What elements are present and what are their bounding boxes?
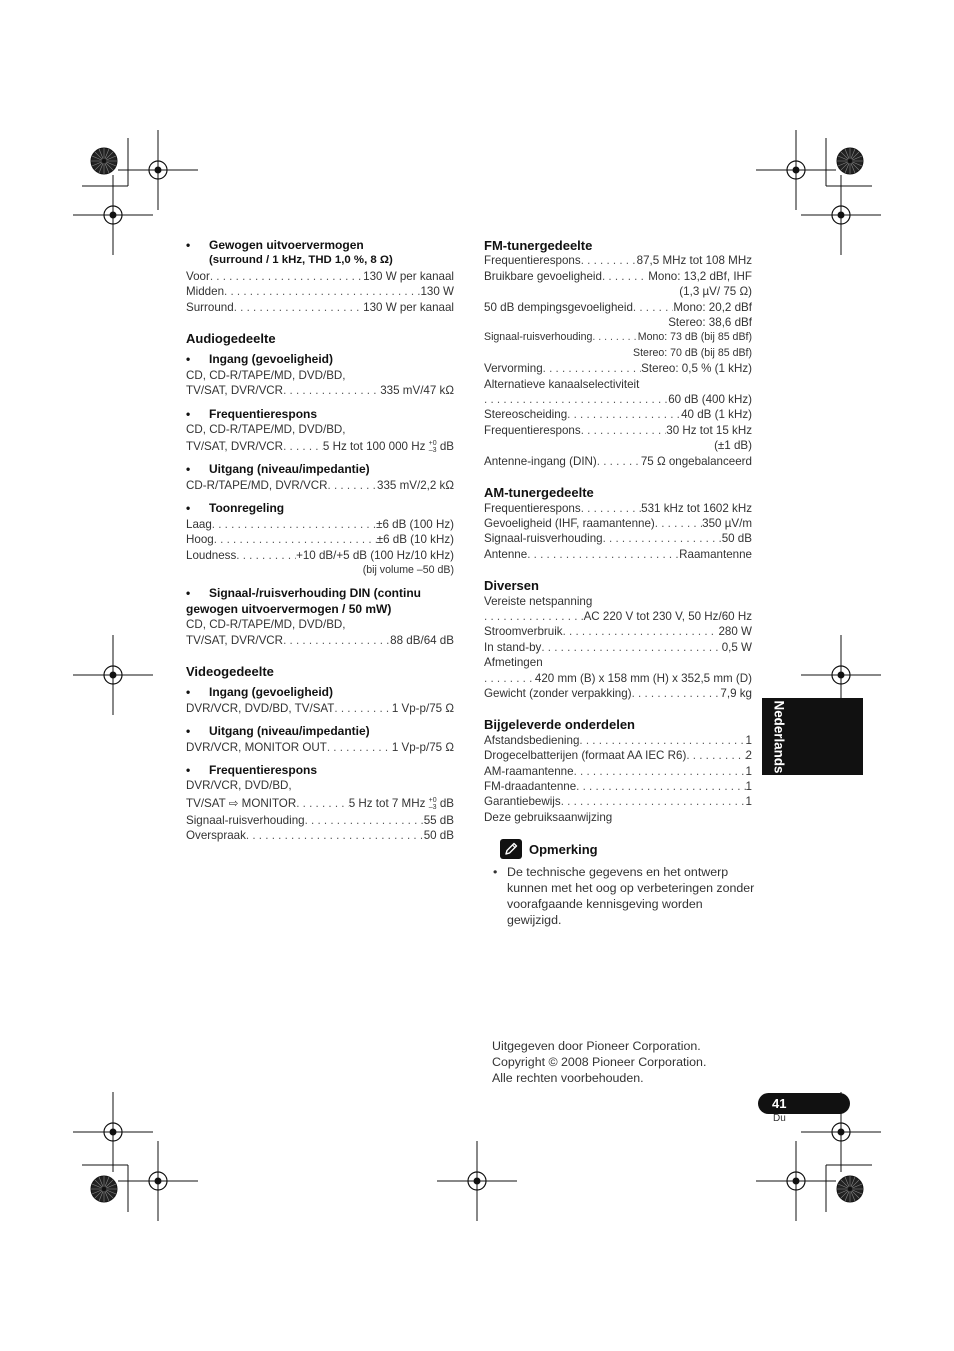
spec-row: . . . 420 mm (B) x 158 mm (H) x 352,5 mm (D) [484, 671, 752, 686]
language-tab-label: Nederlands [771, 700, 787, 773]
spec-row: Voor . . . 130 W per kanaal [186, 269, 454, 284]
spec-row: Gevoeligheid (IHF, raamantenne) . . . 350 µV/m [484, 516, 752, 531]
spec-row: Drogecelbatterijen (formaat AA IEC R6) . . . 2 [484, 748, 752, 763]
page-language-code: Du [773, 1113, 786, 1124]
spec-row: DVR/VCR, MONITOR OUT . . . 1 Vp-p/75 Ω [186, 740, 454, 755]
video-uitgang-title: • Uitgang (niveau/impedantie) [186, 724, 454, 739]
video-ingang-title: • Ingang (gevoeligheid) [186, 685, 454, 700]
spec-row: TV/SAT ⇨ MONITOR . . . 5 Hz tot 7 MHz +0 –3 dB [186, 794, 454, 813]
spec-row: Signaal-ruisverhouding . . . 55 dB [186, 813, 454, 828]
spec-row: Vervorming . . . Stereo: 0,5 % (1 kHz) [484, 361, 752, 376]
spec-row: Overspraak . . . 50 dB [186, 828, 454, 843]
spec-line: DVR/VCR, DVD/BD, [186, 779, 292, 793]
section-title-bijgeleverd: Bijgeleverde onderdelen [484, 717, 635, 733]
spec-row: Stroomverbruik . . . 280 W [484, 624, 752, 639]
spec-row: Frequentierespons . . . 87,5 MHz tot 108 MHz [484, 253, 752, 268]
audio-toon-title: • Toonregeling [186, 501, 454, 516]
audio-ingang-title: • Ingang (gevoeligheid) [186, 352, 454, 367]
spec-cont: Stereo: 70 dB (bij 85 dBf) [633, 346, 752, 359]
spec-row: Signaal-ruisverhouding . . . Mono: 73 dB (bij 85 dBf) [484, 330, 752, 345]
spec-row: CD-R/TAPE/MD, DVR/VCR . . . 335 mV/2,2 kΩ [186, 478, 454, 493]
spec-line: Alternatieve kanaalselectiviteit [484, 377, 640, 391]
spec-line: Afmetingen [484, 656, 543, 670]
spec-row: Garantiebewijs . . . 1 [484, 794, 752, 809]
spec-line: Deze gebruiksaanwijzing [484, 810, 613, 824]
page-number: 41 [772, 1096, 787, 1111]
publisher-footer [492, 1038, 706, 1087]
gewogen-title-cont: (surround / 1 kHz, THD 1,0 %, 8 Ω) [209, 254, 393, 267]
right-column [484, 238, 755, 928]
spec-line: CD, CD-R/TAPE/MD, DVD/BD, [186, 423, 346, 437]
spec-row: Surround . . . 130 W per kanaal [186, 300, 454, 315]
spec-row: Antenne . . . Raamantenne [484, 547, 752, 562]
section-title-fm: FM-tunergedeelte [484, 238, 593, 253]
note-header [500, 839, 752, 859]
spec-row: Midden . . . 130 W [186, 284, 454, 299]
footer-line: Copyright © 2008 Pioneer Corporation. [492, 1055, 707, 1070]
spec-row: Gewicht (zonder verpakking) . . . 7,9 kg [484, 686, 752, 701]
note-text: • De technische gegevens en het ontwerp kunnen met het oog op verbeteringen zonder voorafgaande kennisgeving worden gewijzigd. [484, 864, 757, 928]
spec-row: Hoog . . . ±6 dB (10 kHz) [186, 532, 454, 547]
spec-row: DVR/VCR, DVD/BD, TV/SAT . . . 1 Vp-p/75 Ω [186, 701, 454, 716]
audio-signaal-title: • Signaal-/ruisverhouding DIN (continu [186, 586, 454, 601]
spec-row: Laag . . . ±6 dB (100 Hz) [186, 517, 454, 532]
gewogen-title: • Gewogen uitvoervermogen [186, 238, 454, 253]
spec-line: Vereiste netspanning [484, 594, 593, 608]
spec-row: Loudness . . . +10 dB/+5 dB (100 Hz/10 kHz) [186, 548, 454, 563]
spec-line: CD, CD-R/TAPE/MD, DVD/BD, [186, 368, 346, 382]
left-column [186, 238, 454, 844]
spec-row: In stand-by . . . 0,5 W [484, 640, 752, 655]
section-title-video: Videogedeelte [186, 663, 274, 679]
audio-uitgang-title: • Uitgang (niveau/impedantie) [186, 462, 454, 477]
spec-cont: Stereo: 38,6 dBf [668, 316, 752, 330]
spec-row: TV/SAT, DVR/VCR . . . 5 Hz tot 100 000 Hz +0 –3 dB [186, 437, 454, 456]
spec-row: FM-draadantenne . . . 1 [484, 779, 752, 794]
section-title-diversen: Diversen [484, 578, 539, 594]
spec-note: (bij volume –50 dB) [362, 563, 454, 576]
spec-row: Stereoscheiding . . . 40 dB (1 kHz) [484, 407, 752, 422]
audio-signaal-title-cont: gewogen uitvoervermogen / 50 mW) [186, 601, 392, 616]
spec-row: TV/SAT, DVR/VCR . . . 88 dB/64 dB [186, 633, 454, 648]
spec-row: TV/SAT, DVR/VCR . . . 335 mV/47 kΩ [186, 383, 454, 398]
section-title-am: AM-tunergedeelte [484, 485, 594, 501]
pencil-note-icon [500, 839, 522, 859]
spec-row: . . . 60 dB (400 kHz) [484, 392, 752, 407]
spec-row: Antenne-ingang (DIN) . . . 75 Ω ongebalanceerd [484, 454, 752, 469]
section-title-audio: Audiogedeelte [186, 331, 276, 347]
spec-row: Afstandsbediening . . . 1 [484, 733, 752, 748]
audio-freq-title: • Frequentierespons [186, 407, 454, 422]
spec-row: 50 dB dempingsgevoeligheid . . . Mono: 20,2 dBf [484, 300, 752, 315]
spec-row: Signaal-ruisverhouding . . . 50 dB [484, 531, 752, 546]
footer-line: Alle rechten voorbehouden. [492, 1071, 644, 1086]
footer-line: Uitgegeven door Pioneer Corporation. [492, 1039, 701, 1053]
spec-row: AM-raamantenne . . . 1 [484, 764, 752, 779]
note-title: Opmerking [529, 841, 598, 857]
spec-line: CD, CD-R/TAPE/MD, DVD/BD, [186, 618, 346, 632]
language-tab-label-wrap [762, 698, 796, 775]
video-freq-title: • Frequentierespons [186, 763, 454, 778]
spec-row: Bruikbare gevoeligheid . . . Mono: 13,2 dBf, IHF [484, 269, 752, 284]
spec-row: . . . AC 220 V tot 230 V, 50 Hz/60 Hz [484, 609, 752, 624]
spec-row: Frequentierespons . . . 30 Hz tot 15 kHz [484, 423, 752, 438]
spec-cont: (±1 dB) [714, 439, 752, 453]
spec-row: Frequentierespons . . . 531 kHz tot 1602 kHz [484, 501, 752, 516]
spec-cont: (1,3 µV/ 75 Ω) [679, 285, 752, 299]
